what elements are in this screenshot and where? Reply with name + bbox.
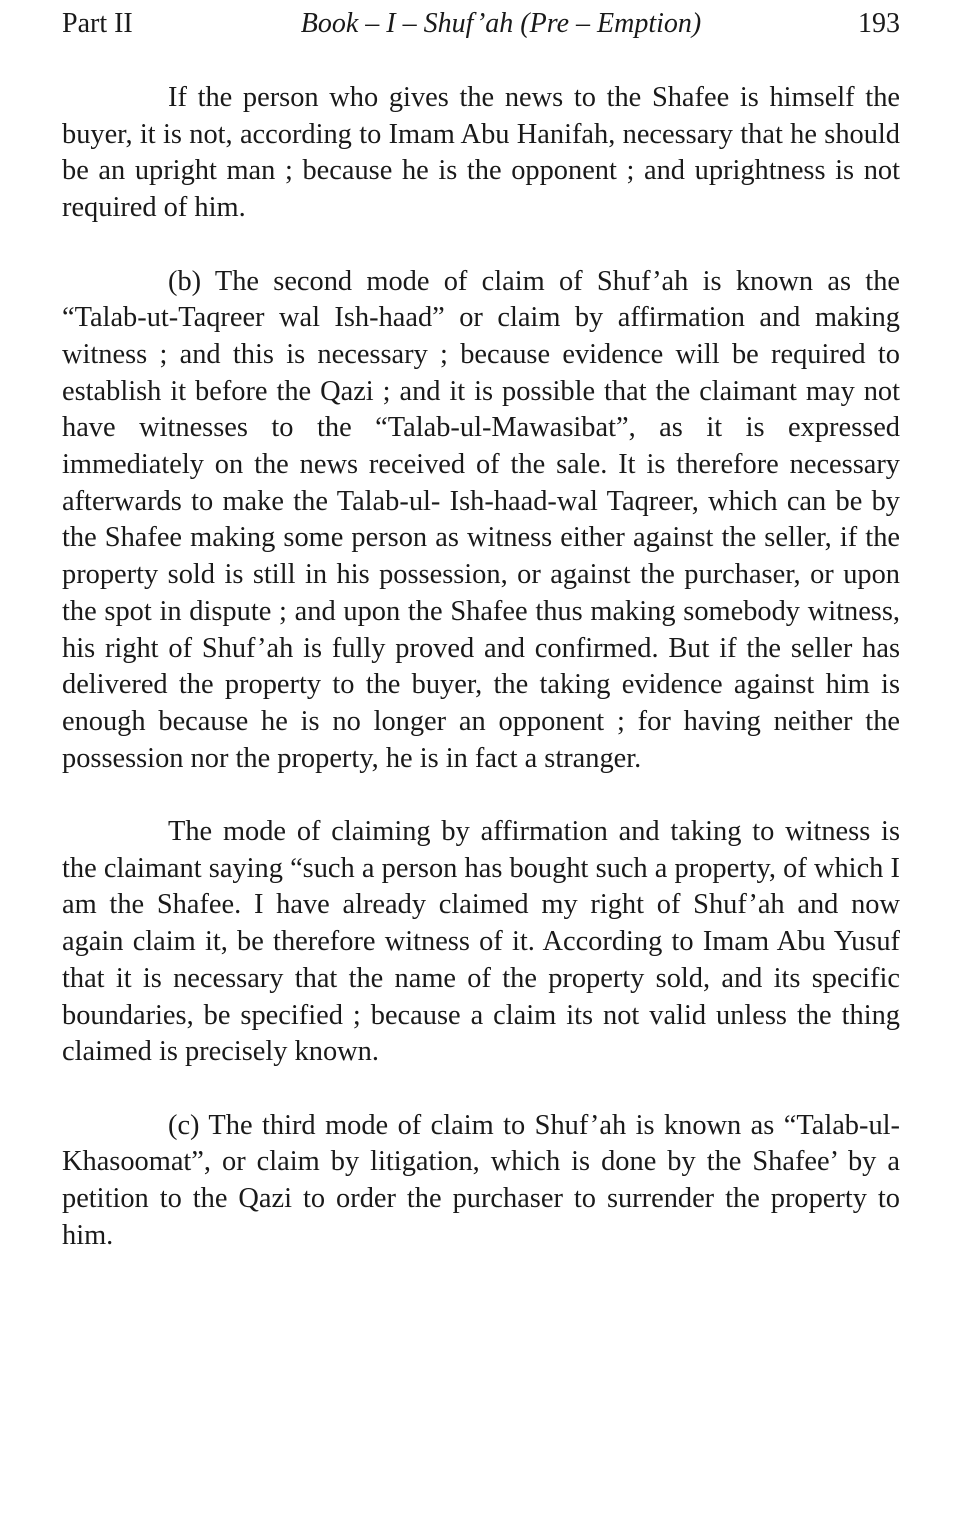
running-header (62, 6, 900, 46)
paragraph-mode-of-affirmation: The mode of claiming by affirmation and taking to witness is the claimant saying “such a person has bought such a property, of which I am the Shafee. I have already claimed my right of Shuf’ah and now again claim it, be therefore witness of it. According to Imam Abu Yusuf that it is necessary that the name of the property sold, and its specific boundaries, be specified ; because a claim its not valid unless the thing claimed is precisely known. (62, 816, 900, 1068)
body-text (62, 80, 900, 1291)
page-number: 193 (858, 8, 900, 39)
paragraph-upright-buyer: If the person who gives the news to the Shafee is himself the buyer, it is not, according to Imam Abu Hanifah, necessary that he should be an upright man ; because he is the opponent ; and uprightness is not required of him. (62, 82, 900, 224)
paragraph-second-mode: (b) The second mode of claim of Shuf’ah is known as the “Talab-ut-Taqreer wal Ish-haad” or claim by affirmation and making witness ; and this is necessary ; because evidence will be required to establish it before the Qazi ; and it is possible that the claimant may not have witnesses to the “Talab-ul-Mawasibat”, as it is expressed immediately on the news received of the sale. It is therefore necessary afterwards to make the Talab-ul- Ish-haad-wal Taqreer, which can be by the Shafee making some person as witness either against the seller, if the property sold is still in his possession, or against the purchaser, or upon the spot in dispute ; and upon the Shafee thus making somebody witness, his right of Shuf’ah is fully proved and confirmed. But if the seller has delivered the property to the buyer, the taking evidence against him is enough because he is no longer an opponent ; for having neither the possession nor the property, he is in fact a stranger. (62, 265, 900, 774)
chapter-title: Book – I – Shuf’ah (Pre – Emption) (300, 8, 702, 39)
part-label: Part II (62, 8, 133, 39)
paragraph-third-mode: (c) The third mode of claim to Shuf’ah is known as “Talab-ul-Khasoomat”, or claim by litigation, which is done by the Shafee’ by a petition to the Qazi to order the purchaser to surrender the property to him. (62, 1109, 900, 1251)
